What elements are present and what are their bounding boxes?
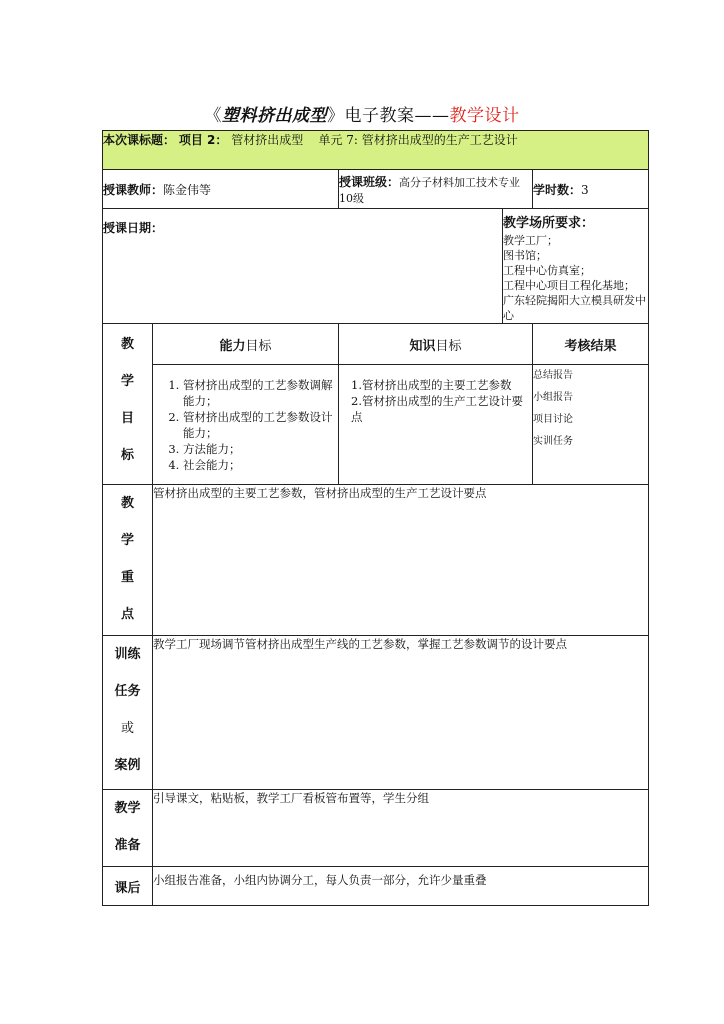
hours-value: 3 — [581, 182, 589, 197]
label-line: 任务 — [114, 684, 141, 699]
assessment-item: 总结报告 — [533, 370, 573, 381]
label-line: 准备 — [114, 838, 141, 853]
assessment-item: 实训任务 — [533, 436, 573, 447]
class-cell — [339, 170, 533, 209]
label-char: 学 — [120, 374, 134, 389]
date-cell — [103, 209, 503, 324]
hours-cell — [533, 170, 649, 209]
teacher-cell — [103, 170, 339, 209]
training-label — [103, 636, 153, 790]
label-line: 案例 — [114, 758, 141, 773]
label-char: 学 — [120, 533, 134, 548]
label-char: 标 — [120, 448, 134, 463]
unit-title: 单元 7: 管材挤出成型的生产工艺设计 — [318, 133, 518, 147]
training-text: 教学工厂现场调节管材挤出成型生产线的工艺参数，掌握工艺参数调节的设计要点 — [153, 636, 649, 790]
assessment-item: 小组报告 — [533, 392, 573, 403]
hours-label: 学时数： — [533, 182, 582, 197]
teacher-value: 陈金伟等 — [163, 182, 212, 197]
ability-item: 1. 管材挤出成型的工艺参数调解能力； — [183, 377, 334, 409]
label-char: 教 — [120, 337, 134, 352]
label-line: 教学 — [114, 801, 141, 816]
ability-item: 2. 管材挤出成型的工艺参数设计能力； — [183, 409, 334, 441]
label-line: 训练 — [114, 647, 141, 662]
label-line: 或 — [120, 721, 134, 736]
ability-item: 4. 社会能力； — [183, 457, 334, 473]
knowledge-header-suffix: 目标 — [435, 338, 462, 354]
assessment-item: 项目讨论 — [533, 414, 573, 425]
ability-header-suffix: 目标 — [245, 338, 272, 354]
ability-list — [159, 377, 334, 473]
class-value: 高分子材料加工技术专业10级 — [339, 175, 521, 205]
venue-item: 广东轻院揭阳大立模具研发中心 — [503, 294, 646, 322]
ability-item: 3. 方法能力； — [183, 441, 334, 457]
after-class-text: 小组报告准备，小组内协调分工，每人负责一部分，允许少量重叠 — [153, 867, 649, 906]
after-class-label: 课后 — [103, 867, 153, 906]
label-char: 点 — [120, 607, 134, 622]
ability-header-text: 能力 — [219, 338, 246, 354]
venue-list — [503, 233, 648, 323]
key-points-label — [103, 485, 153, 636]
class-label: 授课班级： — [339, 174, 400, 189]
preparation-text: 引导课文，粘贴板，教学工厂看板管布置等，学生分组 — [153, 790, 649, 867]
knowledge-list-cell — [339, 365, 533, 485]
knowledge-header — [339, 324, 533, 365]
preparation-label — [103, 790, 153, 867]
lesson-topic-row — [103, 131, 649, 170]
ability-header — [153, 324, 339, 365]
project-name: 管材挤出成型 — [231, 133, 304, 147]
knowledge-item: 2.管材挤出成型的生产工艺设计要点 — [351, 394, 523, 424]
label-char: 目 — [120, 411, 134, 426]
knowledge-header-text: 知识 — [409, 338, 436, 354]
project-label: 项目 2： — [178, 133, 228, 147]
objectives-label — [103, 324, 153, 485]
venue-label: 教学场所要求： — [503, 216, 595, 231]
topic-label: 本次课标题： — [103, 133, 176, 147]
venue-item: 教学工厂； — [503, 234, 558, 247]
venue-item: 工程中心仿真室； — [503, 264, 591, 277]
label-char: 教 — [120, 496, 134, 511]
date-label: 授课日期： — [103, 221, 164, 235]
label-char: 重 — [120, 570, 134, 585]
venue-cell — [503, 209, 649, 324]
lesson-plan-table — [102, 130, 649, 906]
knowledge-item: 1.管材挤出成型的主要工艺参数 — [351, 378, 512, 392]
title-highlight: 教学设计 — [449, 106, 520, 126]
venue-item: 图书馆； — [503, 249, 547, 262]
title-open: 《 — [204, 106, 222, 126]
venue-item: 工程中心项目工程化基地； — [503, 279, 635, 292]
assessment-header: 考核结果 — [533, 324, 649, 365]
key-points-text: 管材挤出成型的主要工艺参数，管材挤出成型的生产工艺设计要点 — [153, 485, 649, 636]
ability-list-cell — [153, 365, 339, 485]
assessment-list-cell — [533, 365, 649, 485]
document-title — [0, 101, 724, 126]
title-close: 》电子教案—— — [327, 106, 450, 126]
title-book-name: 塑料挤出成型 — [222, 106, 327, 126]
teacher-label: 授课教师： — [103, 182, 164, 197]
